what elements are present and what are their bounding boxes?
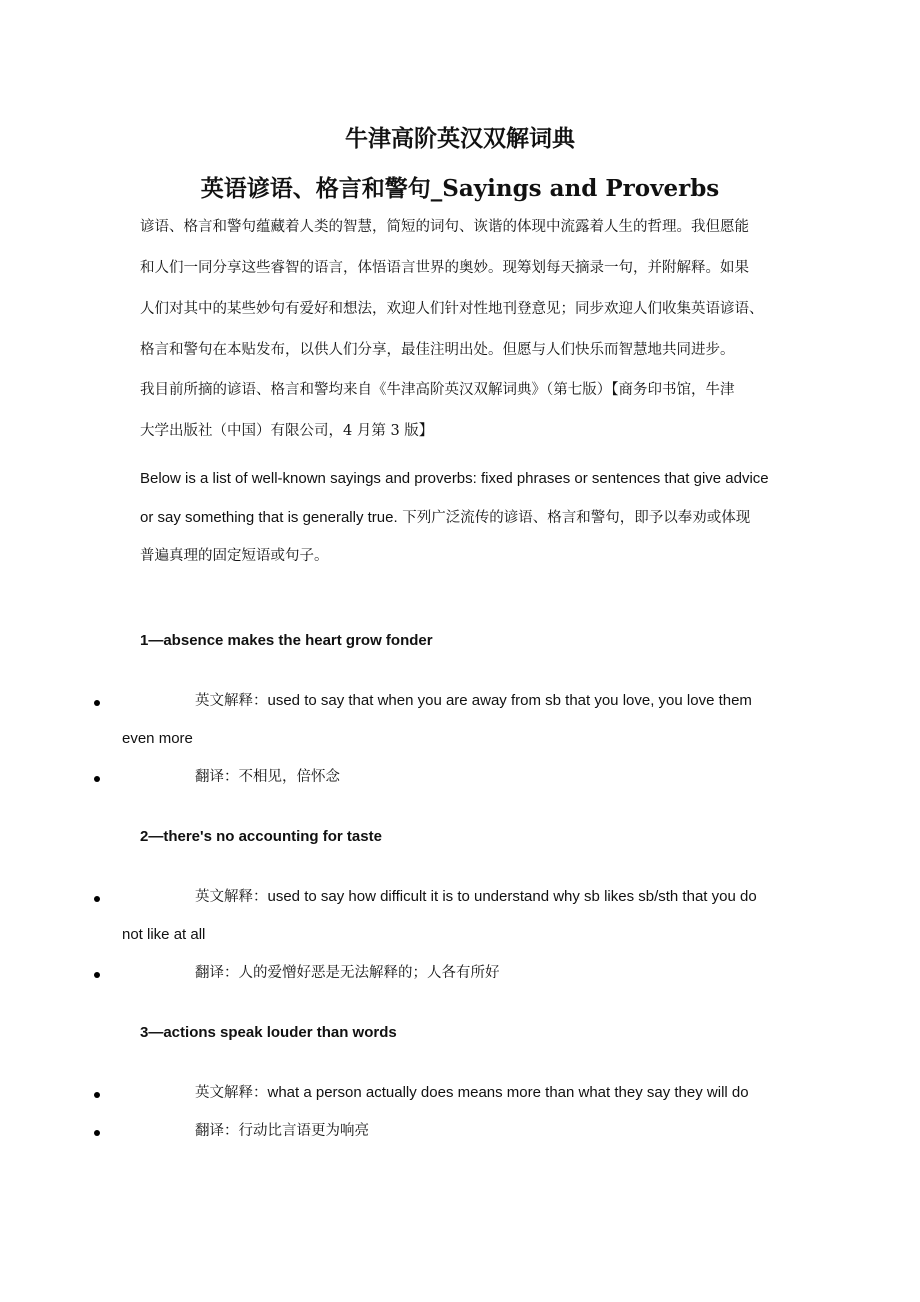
source-line: 大学出版社（中国）有限公司，4 月第 3 版】: [140, 423, 434, 439]
bullet-icon: [94, 896, 100, 902]
entry-heading: 3—actions speak louder than words: [140, 1024, 397, 1041]
bullet-icon: [94, 1130, 100, 1136]
entry-translation: 翻译：不相见，倍怀念: [195, 769, 340, 785]
english-intro-line: 普遍真理的固定短语或句子。: [140, 548, 329, 564]
english-intro-line: [140, 508, 750, 528]
entry-english-continued: even more: [122, 730, 193, 747]
bullet-icon: [94, 972, 100, 978]
english-intro-line: Below is a list of well-known sayings and proverbs: fixed phrases or sentences that give advice: [140, 470, 769, 487]
source-line: 我目前所摘的谚语、格言和警均来自《牛津高阶英汉双解词典》（第七版）【商务印书馆，牛津: [140, 382, 735, 398]
entry-translation: 翻译：人的爱憎好恶是无法解释的；人各有所好: [195, 965, 500, 981]
entry-translation: 翻译：行动比言语更为响亮: [195, 1123, 369, 1139]
bullet-icon: [94, 700, 100, 706]
bullet-icon: [94, 776, 100, 782]
intro-line: 格言和警句在本贴发布，以供人们分享，最佳注明出处。但愿与人们快乐而智慧地共同进步。: [140, 342, 735, 358]
intro-line: 和人们一同分享这些睿智的语言，体悟语言世界的奥妙。现筹划每天摘录一句，并附解释。如果: [140, 260, 749, 276]
document-title: 牛津高阶英汉双解词典: [345, 125, 575, 152]
intro-line: 谚语、格言和警句蕴藏着人类的智慧，简短的词句、诙谐的体现中流露着人生的哲理。我但愿能: [140, 219, 749, 235]
bullet-icon: [94, 1092, 100, 1098]
entry-english-continued: not like at all: [122, 926, 206, 943]
intro-line: 人们对其中的某些妙句有爱好和想法，欢迎人们针对性地刊登意见；同步欢迎人们收集英语谚语、: [140, 301, 764, 317]
entry-english-explanation: 英文解释：what a person actually does means more than what they say they will do: [195, 1084, 749, 1101]
document-subtitle: 英语谚语、格言和警句_Sayings and Proverbs: [200, 175, 720, 202]
english-intro-en: or say something that is generally true.: [140, 509, 398, 526]
entry-english-explanation: 英文解释：used to say how difficult it is to understand why sb likes sb/sth that you do: [195, 888, 757, 905]
entry-heading: 2—there's no accounting for taste: [140, 828, 382, 845]
entry-heading: 1—absence makes the heart grow fonder: [140, 632, 433, 649]
entry-english-explanation: 英文解释：used to say that when you are away from sb that you love, you love them: [195, 692, 752, 709]
english-intro-zh: 下列广泛流传的谚语、格言和警句，即予以奉劝或体现: [402, 510, 751, 526]
